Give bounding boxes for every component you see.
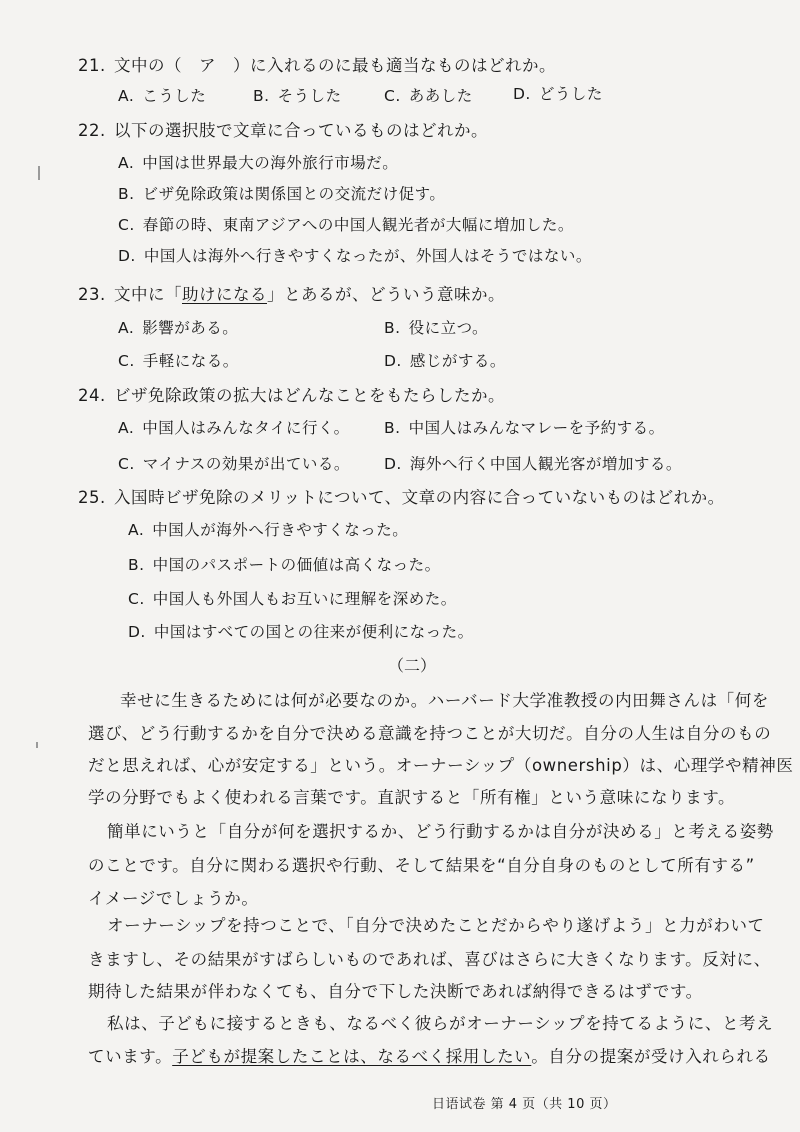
option-25-b: B. 中国のパスポートの価値は高くなった。 [128, 556, 441, 574]
question-text: ビザ免除政策の拡大はどんなことをもたらしたか。 [114, 386, 505, 405]
option-22-c: C. 春節の時、東南アジアへの中国人観光者が大幅に増加した。 [118, 216, 574, 234]
passage-line: きますし、その結果がすばらしいものであれば、喜びはさらに大きくなります。反対に、 [88, 950, 771, 969]
passage-line-last: ています。子どもが提案したことは、なるべく採用したい。自分の提案が受け入れられる [88, 1047, 771, 1066]
passage-line: 期待した結果が伴わなくても、自分で下した決断であれば納得できるはずです。 [88, 982, 703, 1001]
option-23-b: B. 役に立つ。 [384, 319, 488, 337]
option-22-b: B. ビザ免除政策は関係国との交流だけ促す。 [118, 185, 446, 203]
option-22-d: D. 中国人は海外へ行きやすくなったが、外国人はそうではない。 [118, 247, 592, 265]
option-25-c: C. 中国人も外国人もお互いに理解を深めた。 [128, 590, 457, 608]
page-footer: 日语试卷 第 4 页（共 10 页） [432, 1097, 617, 1112]
passage-line: 私は、子どもに接するときも、なるべく彼らがオーナーシップを持てるように、と考え [107, 1014, 774, 1033]
passage-line: 簡単にいうと「自分が何を選択するか、どう行動するかは自分が決める」と考える姿勢 [107, 822, 774, 841]
underlined-sentence: 子どもが提案したことは、なるべく採用したい [172, 1047, 532, 1066]
option-22-a: A. 中国は世界最大の海外旅行市場だ。 [118, 154, 399, 172]
option-25-d: D. 中国はすべての国との往来が便利になった。 [128, 623, 474, 641]
question-text: 以下の選択肢で文章に合っているものはどれか。 [114, 121, 488, 140]
option-24-d: D. 海外へ行く中国人観光客が増加する。 [384, 455, 682, 473]
question-23: 23. 文中に「助けになる」とあるが、どういう意味か。 [78, 285, 505, 304]
passage-line: 幸せに生きるためには何が必要なのか。ハーバード大学准教授の内田舞さんは「何を [120, 691, 769, 710]
question-number: 21. [78, 56, 106, 75]
passage-line: だと思えれば、心が安定する」という。オーナーシップ（ownership）は、心理学や精神医 [88, 756, 794, 775]
option-21-d: D. どうした [513, 85, 603, 103]
option-23-d: D. 感じがする。 [384, 352, 506, 370]
passage-line: イメージでしょうか。 [88, 889, 259, 908]
option-23-c: C. 手軽になる。 [118, 352, 239, 370]
option-21-b: B. そうした [253, 87, 342, 105]
question-text: 文中の（ ア ）に入れるのに最も適当なものはどれか。 [114, 56, 556, 75]
section-heading: （二） [388, 656, 437, 675]
option-24-c: C. マイナスの効果が出ている。 [118, 455, 350, 473]
passage-line: オーナーシップを持つことで、「自分で決めたことだからやり遂げよう」と力がわいて [107, 916, 765, 935]
question-number: 25. [78, 488, 106, 507]
question-number: 23. [78, 285, 106, 304]
question-number: 24. [78, 386, 106, 405]
passage-line: 選び、どう行動するかを自分で決める意識を持つことが大切だ。自分の人生は自分のもの [88, 724, 772, 743]
passage-line: のことです。自分に関わる選択や行動、そして結果を“自分自身のものとして所有する” [88, 856, 755, 875]
underlined-phrase: 助けになる [182, 285, 267, 304]
option-25-a: A. 中国人が海外へ行きやすくなった。 [128, 521, 409, 539]
option-23-a: A. 影響がある。 [118, 319, 239, 337]
option-24-a: A. 中国人はみんなタイに行く。 [118, 419, 350, 437]
passage-line: 学の分野でもよく使われる言葉です。直訳すると「所有権」という意味になります。 [88, 788, 736, 807]
question-number: 22. [78, 121, 106, 140]
option-21-a: A. こうした [118, 87, 207, 105]
option-24-b: B. 中国人はみんなマレーを予約する。 [384, 419, 665, 437]
option-21-c: C. ああした [384, 87, 473, 105]
question-text: 入国時ビザ免除のメリットについて、文章の内容に合っていないものはどれか。 [114, 488, 725, 507]
